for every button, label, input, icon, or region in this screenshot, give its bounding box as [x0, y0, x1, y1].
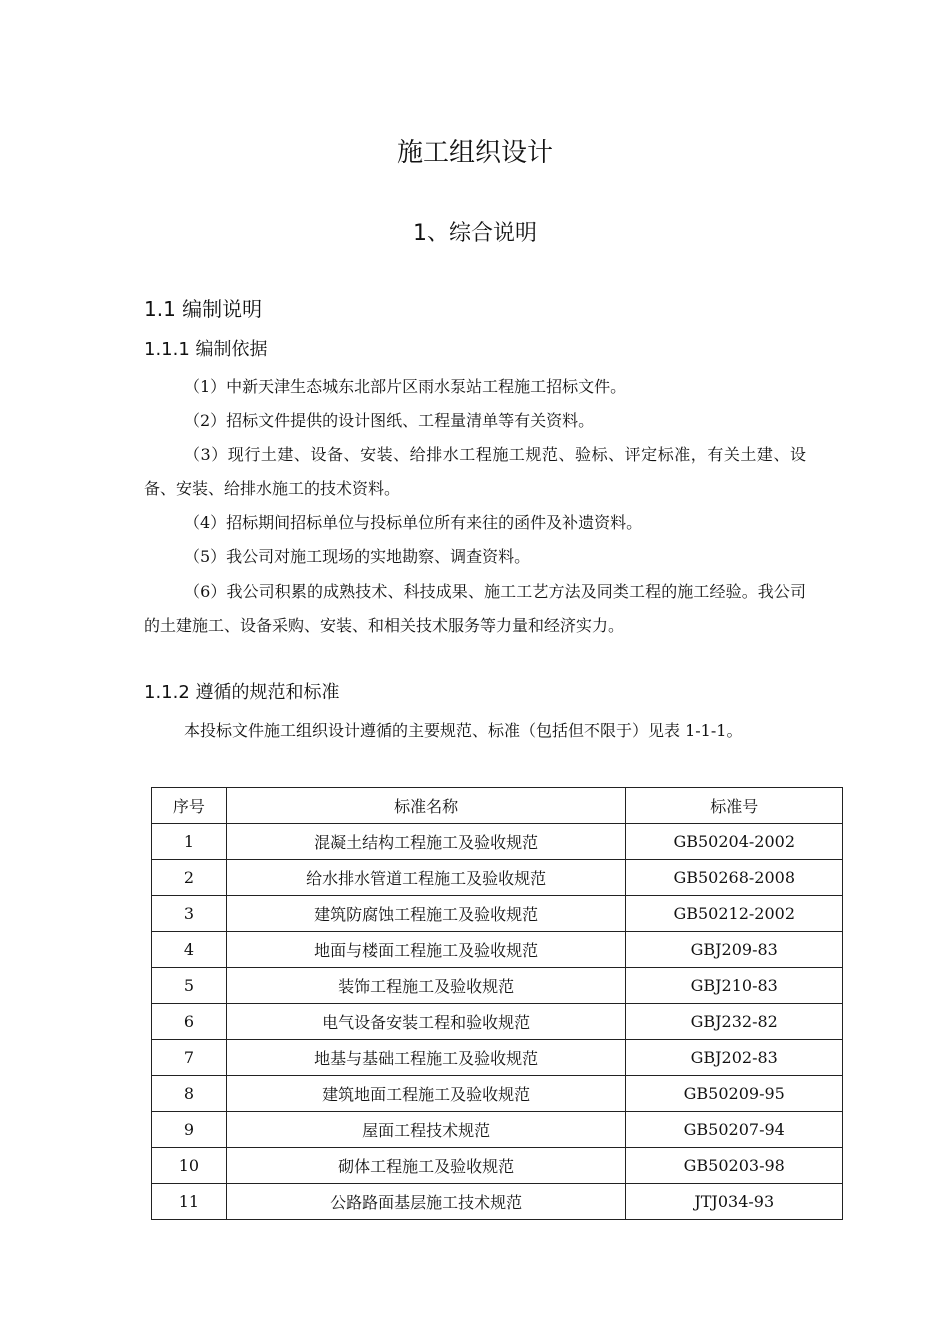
subsection-heading-basis: 1.1.1 编制依据 — [144, 339, 268, 360]
basis-item-5: （5）我公司对施工现场的实地勘察、调查资料。 — [184, 547, 531, 566]
cell-code: GB50268-2008 — [626, 860, 843, 896]
cell-code: GBJ202-83 — [626, 1040, 843, 1076]
cell-name: 电气设备安装工程和验收规范 — [226, 1004, 626, 1040]
table-row — [152, 968, 843, 1004]
cell-code: GB50207-94 — [626, 1112, 843, 1148]
cell-no: 11 — [152, 1184, 227, 1220]
table-header-row — [152, 788, 843, 824]
cell-name: 公路路面基层施工技术规范 — [226, 1184, 626, 1220]
cell-no: 9 — [152, 1112, 227, 1148]
cell-code: JTJ034-93 — [626, 1184, 843, 1220]
header-name: 标准名称 — [226, 788, 626, 824]
cell-name: 屋面工程技术规范 — [226, 1112, 626, 1148]
standards-intro: 本投标文件施工组织设计遵循的主要规范、标准（包括但不限于）见表 1-1-1。 — [184, 721, 743, 740]
table-row — [152, 1004, 843, 1040]
cell-name: 给水排水管道工程施工及验收规范 — [226, 860, 626, 896]
cell-no: 3 — [152, 896, 227, 932]
cell-name: 建筑地面工程施工及验收规范 — [226, 1076, 626, 1112]
document-title: 施工组织设计 — [396, 138, 553, 168]
table-row — [152, 1148, 843, 1184]
cell-no: 1 — [152, 824, 227, 860]
table-row — [152, 1184, 843, 1220]
cell-name: 装饰工程施工及验收规范 — [226, 968, 626, 1004]
section-heading: 1.1 编制说明 — [144, 297, 263, 321]
chapter-title: 1、综合说明 — [413, 221, 537, 246]
subsection-heading-standards: 1.1.2 遵循的规范和标准 — [144, 682, 340, 703]
cell-code: GBJ209-83 — [626, 932, 843, 968]
basis-item-2: （2）招标文件提供的设计图纸、工程量清单等有关资料。 — [184, 411, 595, 430]
cell-no: 8 — [152, 1076, 227, 1112]
cell-no: 5 — [152, 968, 227, 1004]
header-code: 标准号 — [626, 788, 843, 824]
cell-code: GB50203-98 — [626, 1148, 843, 1184]
cell-code: GB50212-2002 — [626, 896, 843, 932]
cell-no: 7 — [152, 1040, 227, 1076]
cell-no: 4 — [152, 932, 227, 968]
table-row — [152, 1112, 843, 1148]
cell-name: 地基与基础工程施工及验收规范 — [226, 1040, 626, 1076]
basis-item-3: （3）现行土建、设备、安装、给排水工程施工规范、验标、评定标准，有关土建、设备、安装、给排水施工的技术资料。 — [144, 445, 806, 498]
table-row — [152, 1076, 843, 1112]
basis-item-1: （1）中新天津生态城东北部片区雨水泵站工程施工招标文件。 — [184, 377, 627, 396]
cell-no: 2 — [152, 860, 227, 896]
cell-no: 6 — [152, 1004, 227, 1040]
cell-code: GBJ232-82 — [626, 1004, 843, 1040]
table-row — [152, 1040, 843, 1076]
cell-code: GB50209-95 — [626, 1076, 843, 1112]
cell-name: 混凝土结构工程施工及验收规范 — [226, 824, 626, 860]
basis-item-4: （4）招标期间招标单位与投标单位所有来往的函件及补遗资料。 — [184, 513, 643, 532]
cell-code: GBJ210-83 — [626, 968, 843, 1004]
table-row — [152, 824, 843, 860]
cell-no: 10 — [152, 1148, 227, 1184]
cell-name: 建筑防腐蚀工程施工及验收规范 — [226, 896, 626, 932]
table-row — [152, 896, 843, 932]
standards-table — [151, 787, 843, 1220]
header-no: 序号 — [152, 788, 227, 824]
table-row — [152, 860, 843, 896]
table-row — [152, 932, 843, 968]
cell-code: GB50204-2002 — [626, 824, 843, 860]
cell-name: 砌体工程施工及验收规范 — [226, 1148, 626, 1184]
basis-item-6: （6）我公司积累的成熟技术、科技成果、施工工艺方法及同类工程的施工经验。我公司的土建施工、设备采购、安装、和相关技术服务等力量和经济实力。 — [144, 582, 806, 635]
cell-name: 地面与楼面工程施工及验收规范 — [226, 932, 626, 968]
